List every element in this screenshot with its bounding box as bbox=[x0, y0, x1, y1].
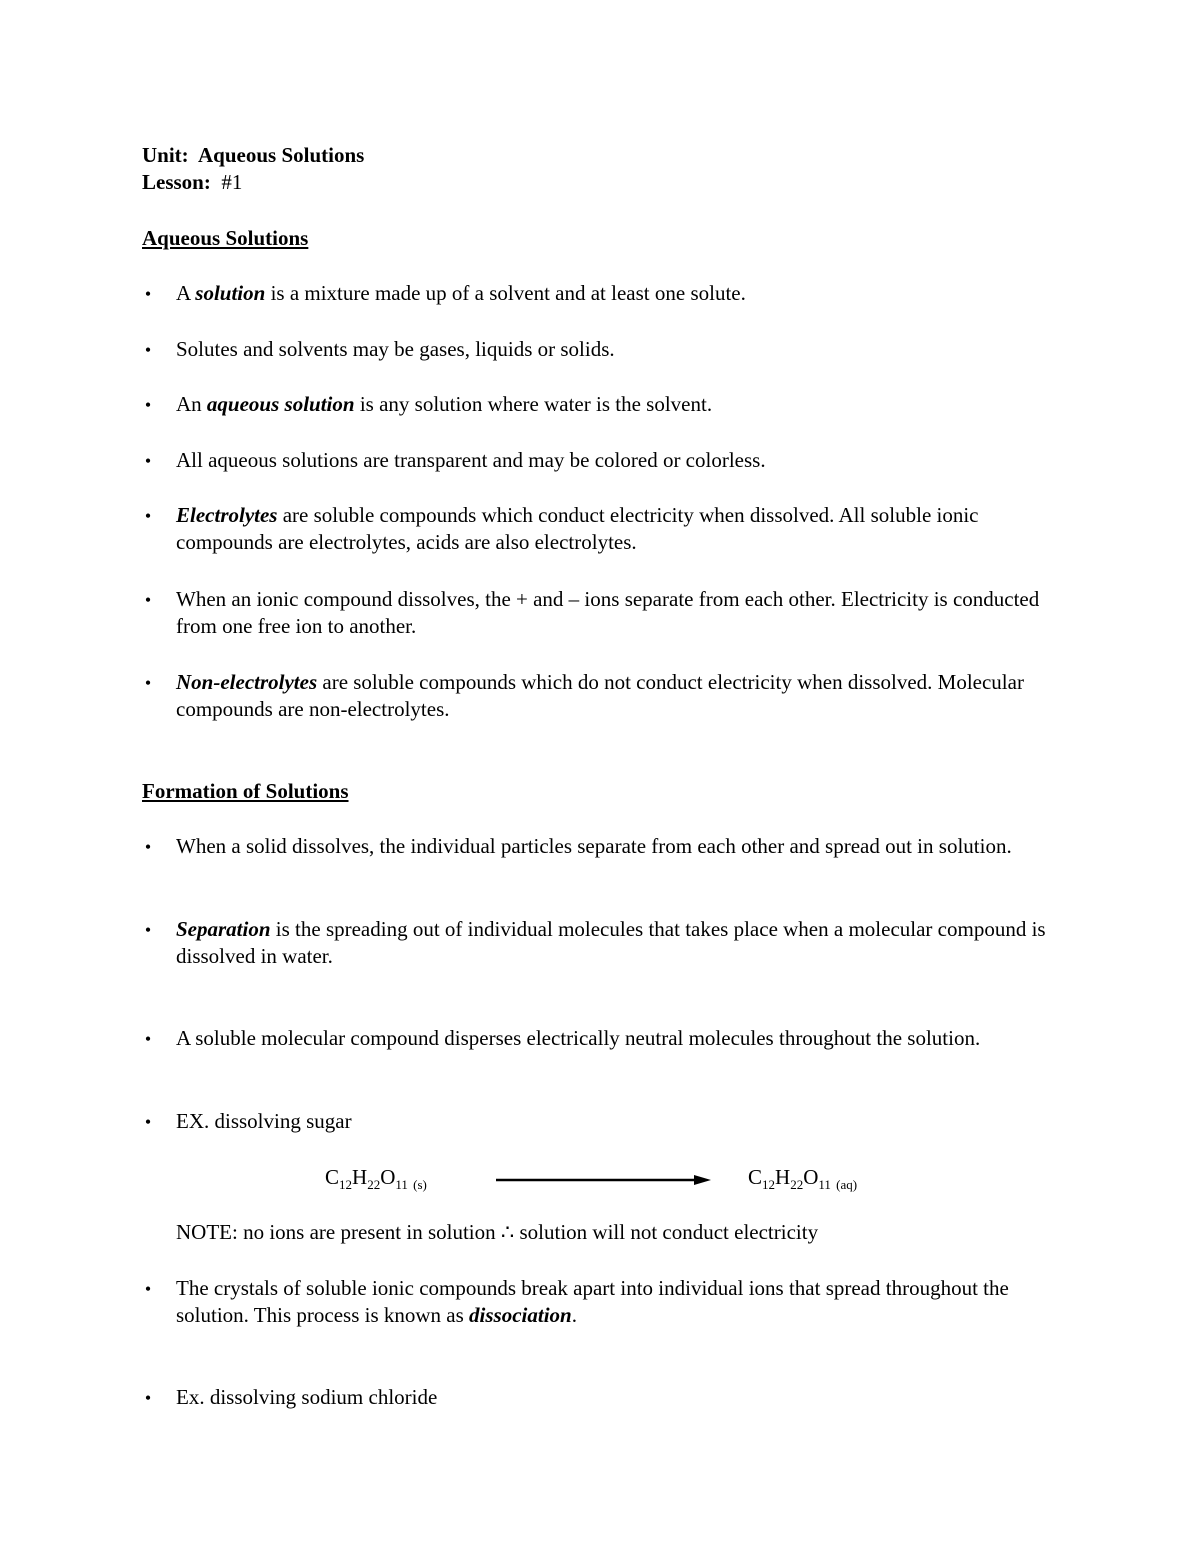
bullet-icon: • bbox=[144, 1388, 152, 1408]
term-non-electrolytes: Non-electrolytes bbox=[176, 670, 318, 694]
bullet-icon: • bbox=[144, 590, 152, 610]
list-item: Ex. dissolving sodium chloride bbox=[176, 1385, 438, 1409]
equation-product: $C_{12}H_{22}O_{11}$ $_{(aq)}$ bbox=[748, 1165, 858, 1192]
list-item: When an ionic compound dissolves, the + and – ions separate from each other. Electricity is conducted from one free ion to another. bbox=[176, 587, 1040, 638]
list-item: Electrolytes are soluble compounds which conduct electricity when dissolved. All soluble ionic compounds are electrolytes, acids are also electrolytes. bbox=[176, 503, 979, 554]
list-item: An aqueous solution is any solution where water is the solvent. bbox=[176, 392, 713, 416]
section-title-aqueous-solutions: Aqueous Solutions bbox=[142, 226, 309, 250]
unit-line bbox=[142, 143, 364, 167]
bullet-icon: • bbox=[144, 673, 152, 693]
term-separation: Separation bbox=[176, 917, 271, 941]
term-aqueous-solution: aqueous solution bbox=[206, 392, 355, 416]
term-dissociation: dissociation bbox=[469, 1303, 572, 1327]
term-electrolytes: Electrolytes bbox=[176, 503, 278, 527]
list-item: Non-electrolytes are soluble compounds which do not conduct electricity when dissolved. Molecular compounds are non-electrolytes. bbox=[176, 670, 1024, 721]
bullet-icon: • bbox=[144, 284, 152, 304]
bullet-icon: • bbox=[144, 451, 152, 471]
list-item: Solutes and solvents may be gases, liquids or solids. bbox=[176, 337, 615, 361]
bullet-icon: • bbox=[144, 837, 152, 857]
list-item: EX. dissolving sugar bbox=[176, 1109, 352, 1133]
list-item: Separation is the spreading out of individual molecules that takes place when a molecular compound is dissolved in water. bbox=[176, 917, 1046, 968]
bullet-icon: • bbox=[144, 1029, 152, 1049]
bullet-icon: • bbox=[144, 1279, 152, 1299]
bullet-icon: • bbox=[144, 506, 152, 526]
unit-value: Aqueous Solutions bbox=[198, 143, 365, 167]
list-item: All aqueous solutions are transparent and may be colored or colorless. bbox=[176, 448, 766, 472]
state-label: (aq) bbox=[836, 1177, 858, 1192]
unit-label: Unit: bbox=[142, 143, 189, 167]
reaction-arrow-icon bbox=[496, 1174, 711, 1186]
lesson-line bbox=[142, 170, 242, 194]
term-solution: solution bbox=[195, 281, 266, 305]
state-label: (s) bbox=[413, 1177, 427, 1192]
bullet-icon: • bbox=[144, 920, 152, 940]
list-item: A solution is a mixture made up of a solvent and at least one solute. bbox=[176, 281, 746, 305]
list-item: When a solid dissolves, the individual particles separate from each other and spread out in solution. bbox=[176, 834, 1012, 858]
bullet-icon: • bbox=[144, 1112, 152, 1132]
lesson-label: Lesson: bbox=[142, 170, 211, 194]
equation-reactant: $C_{12}H_{22}O_{11}$ $_{(s)}$ bbox=[325, 1165, 427, 1192]
list-item: A soluble molecular compound disperses electrically neutral molecules throughout the solution. bbox=[176, 1026, 981, 1050]
note-text: NOTE: no ions are present in solution ∴ solution will not conduct electricity bbox=[176, 1220, 819, 1244]
lesson-value: #1 bbox=[221, 170, 243, 194]
section-title-formation-of-solutions: Formation of Solutions bbox=[142, 779, 349, 803]
list-item: The crystals of soluble ionic compounds break apart into individual ions that spread throughout the solution. This process is known as dissociation. bbox=[176, 1276, 1009, 1327]
bullet-icon: • bbox=[144, 340, 152, 360]
bullet-icon: • bbox=[144, 395, 152, 415]
